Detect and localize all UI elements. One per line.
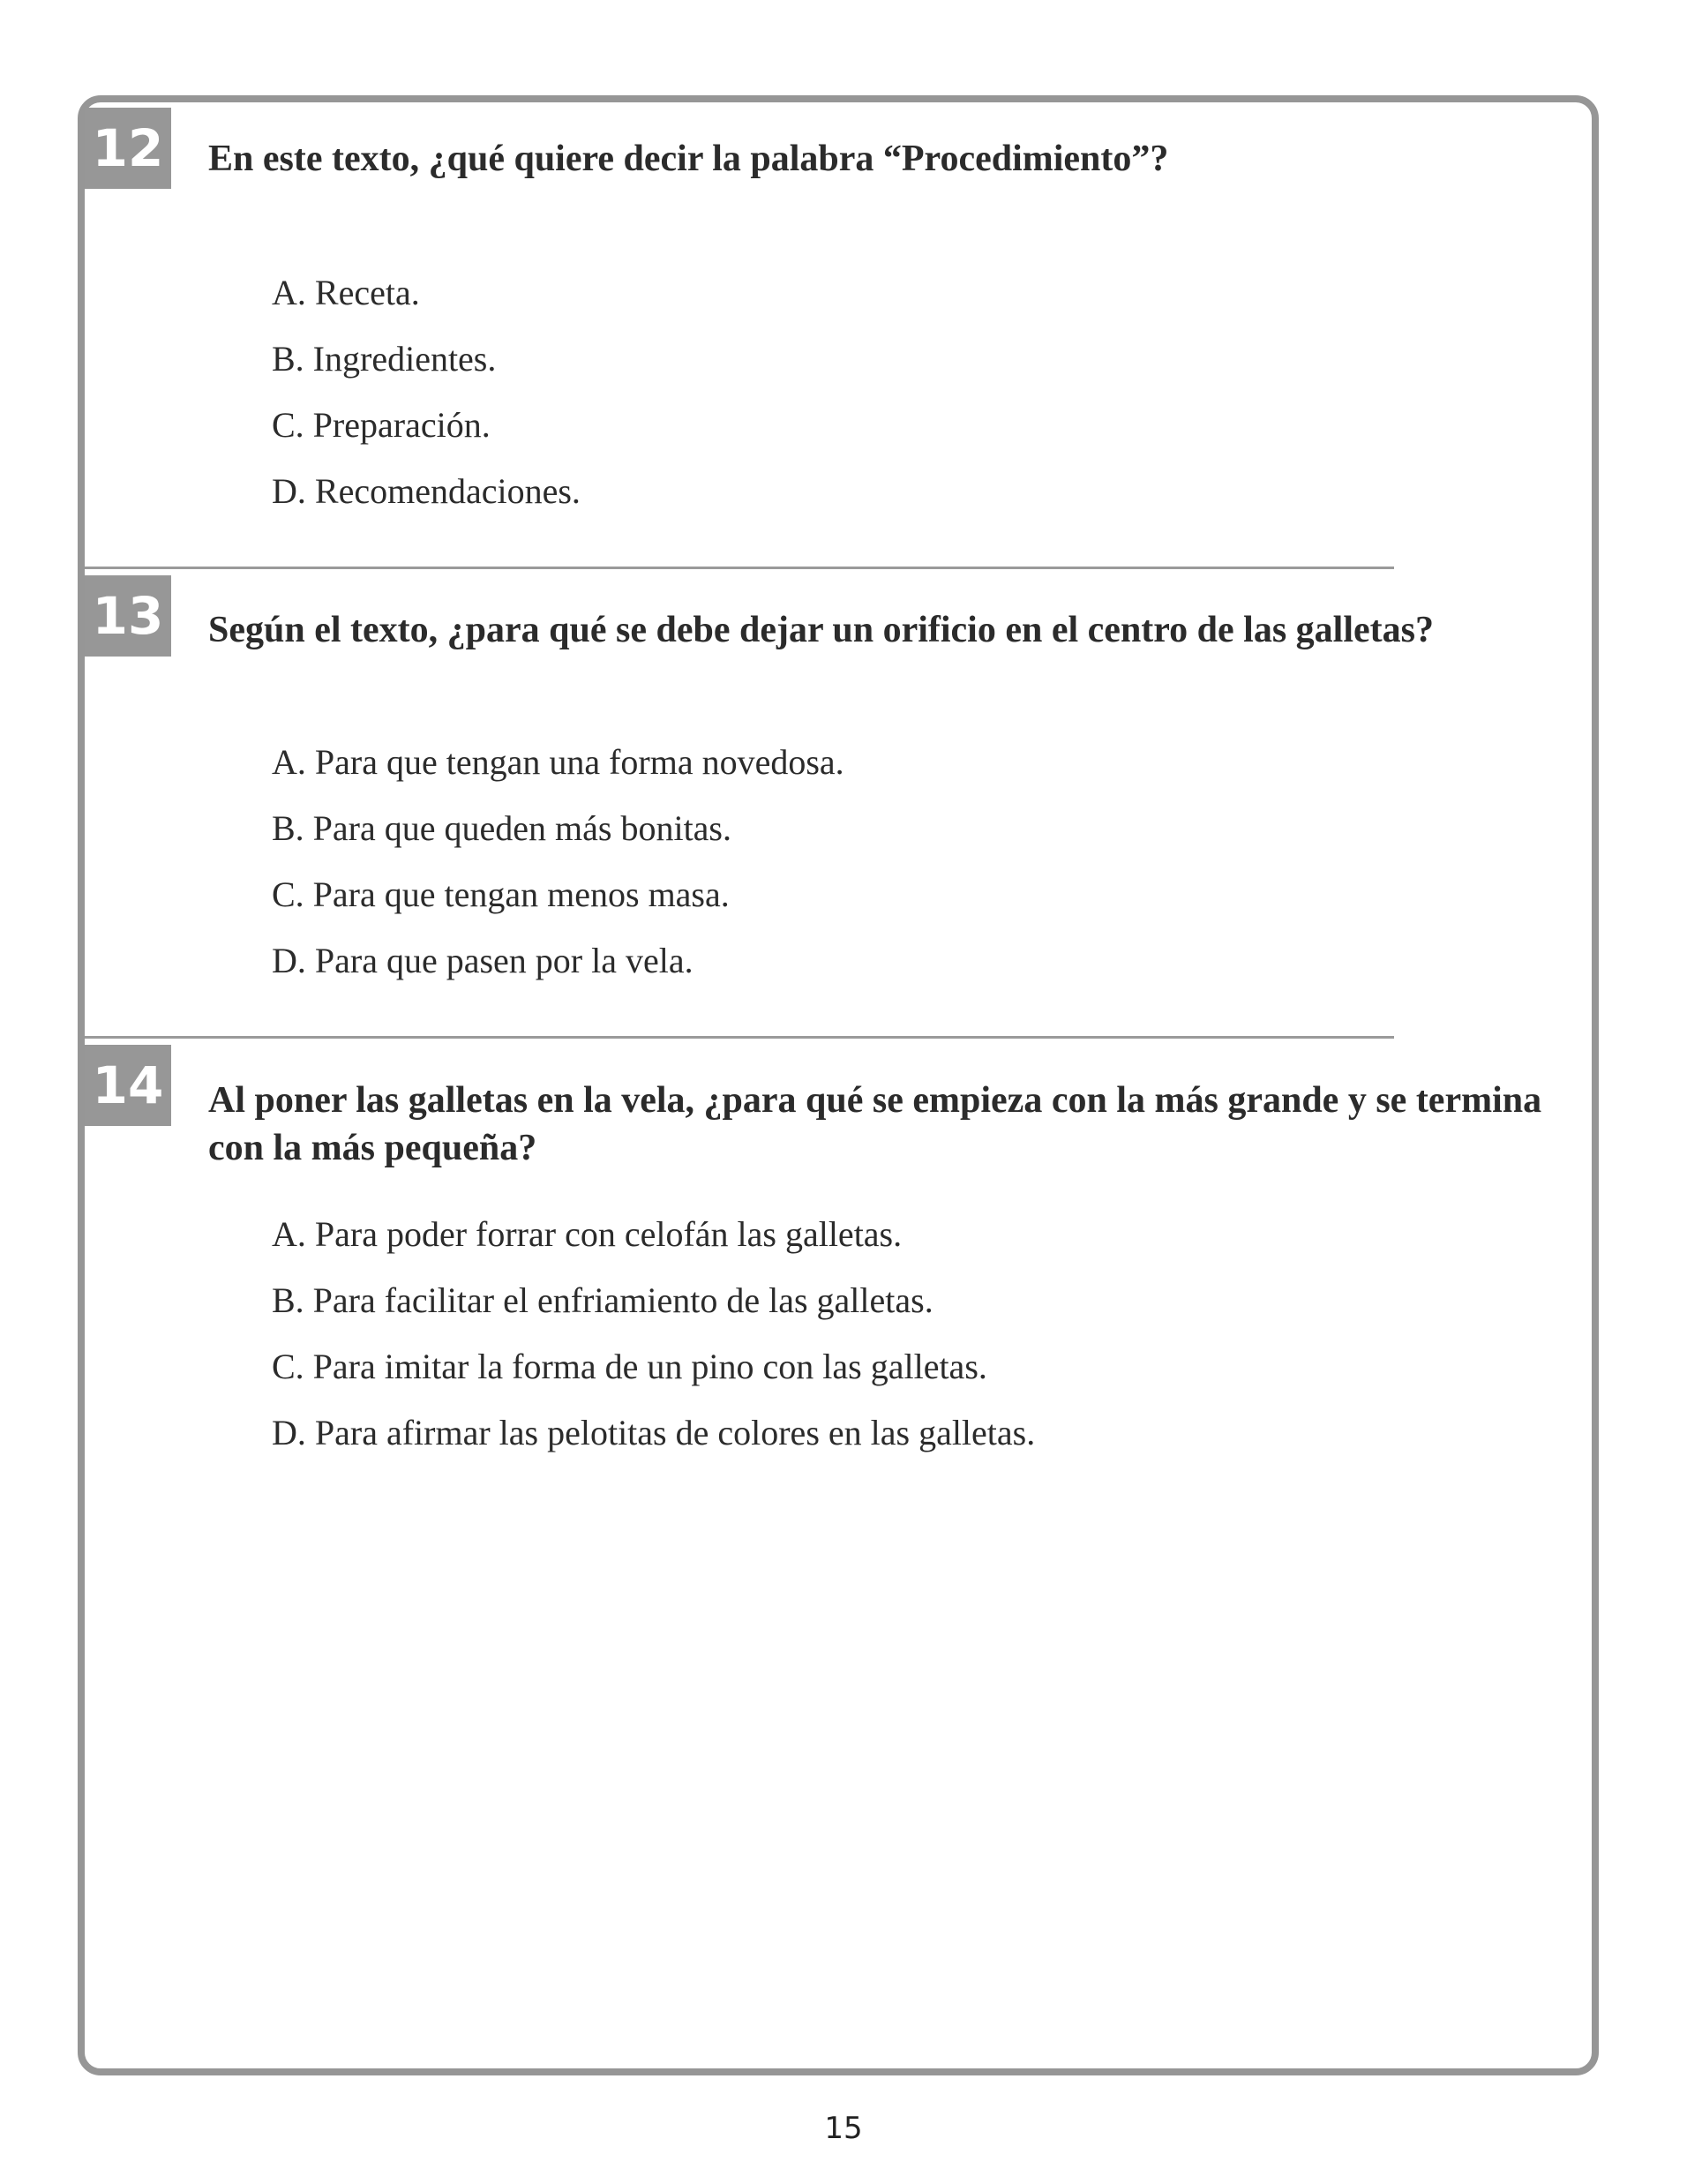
section-divider (85, 1036, 1394, 1039)
answer-option-a[interactable]: A. Receta. (272, 273, 420, 312)
answer-option-a[interactable]: A. Para poder forrar con celofán las galletas. (272, 1214, 903, 1254)
answer-option-c[interactable]: C. Para imitar la forma de un pino con las galletas. (272, 1347, 987, 1386)
answer-options (272, 729, 844, 994)
question-number-badge: 12 (85, 108, 171, 189)
page-number: 15 (824, 2111, 863, 2146)
answer-option-b[interactable]: B. Para que queden más bonitas. (272, 808, 731, 848)
question-number-badge: 14 (85, 1045, 171, 1126)
answer-option-b[interactable]: B. Para facilitar el enfriamiento de las galletas. (272, 1280, 933, 1320)
question-text: En este texto, ¿qué quiere decir la palabra “Procedimiento”? (208, 139, 1169, 179)
answer-options (272, 259, 581, 524)
question-text: Según el texto, ¿para qué se debe dejar un orificio en el centro de las galletas? (208, 610, 1434, 650)
question-text: Al poner las galletas en la vela, ¿para qué se empieza con la más grande y se termina con la más pequeña? (208, 1080, 1542, 1168)
answer-option-d[interactable]: D. Recomendaciones. (272, 471, 581, 511)
answer-option-d[interactable]: D. Para afirmar las pelotitas de colores en las galletas. (272, 1413, 1036, 1452)
answer-option-b[interactable]: B. Ingredientes. (272, 339, 497, 379)
answer-options (272, 1201, 1035, 1466)
answer-option-c[interactable]: C. Para que tengan menos masa. (272, 874, 730, 914)
section-divider (85, 567, 1394, 569)
question-number-badge: 13 (85, 575, 171, 657)
answer-option-d[interactable]: D. Para que pasen por la vela. (272, 941, 694, 980)
answer-option-c[interactable]: C. Preparación. (272, 405, 491, 445)
answer-option-a[interactable]: A. Para que tengan una forma novedosa. (272, 742, 844, 782)
